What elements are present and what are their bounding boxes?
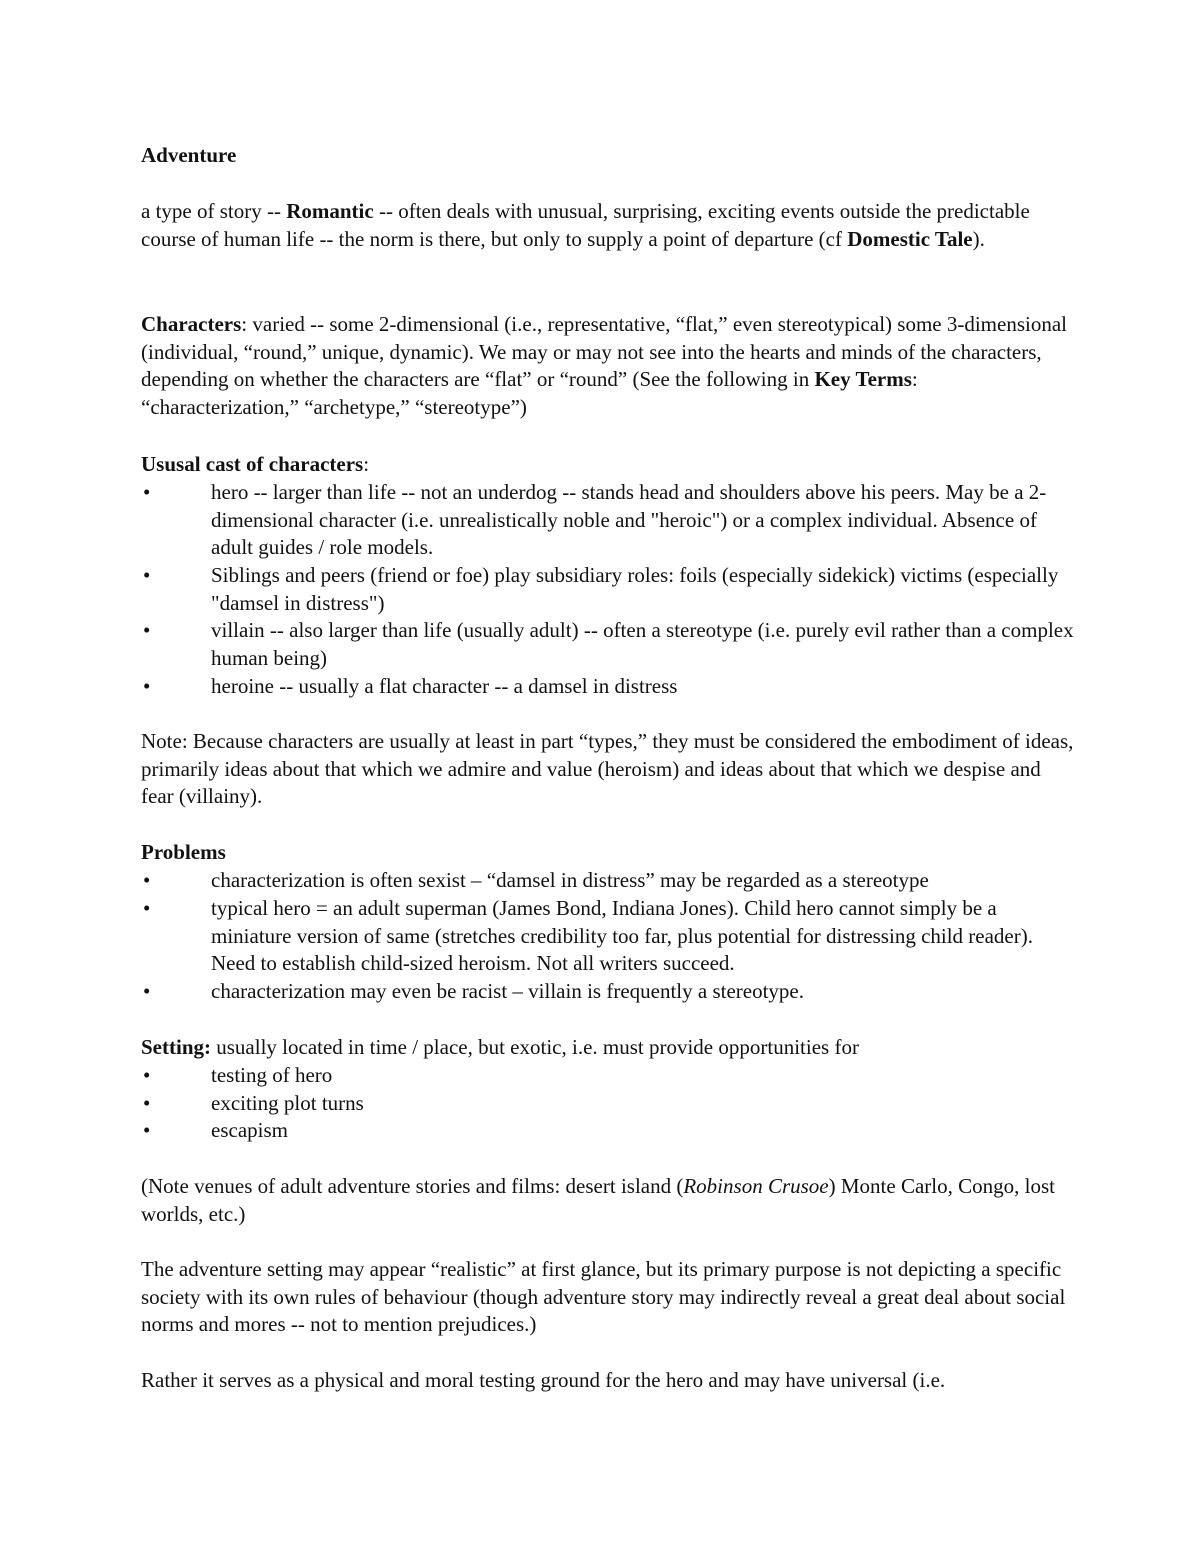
list-item: • hero -- larger than life -- not an underdog -- stands head and shoulders above his peers. May be a 2-dimensional character (i.e. unrealistically noble and "heroic") or a complex individual. Absence of adult guides / role models. — [143, 480, 1047, 560]
list-item: • characterization is often sexist – “damsel in distress” may be regarded as a stereotype — [143, 868, 929, 892]
list-item: • exciting plot turns — [143, 1091, 364, 1115]
list-item: • escapism — [143, 1118, 288, 1142]
venues-paragraph: (Note venues of adult adventure stories and films: desert island (Robinson Crusoe) Monte Carlo, Congo, lost worlds, etc.) — [141, 1174, 1055, 1226]
characters-paragraph: Characters: varied -- some 2-dimensional (i.e., representative, “flat,” even stereotypical) some 3-dimensional (individual, “round,” unique, dynamic). We may or may not see into the hearts and minds of the characters, depending on whether the characters are “flat” or “round” (See the following in Key Terms: “characterization,” “archetype,” “stereotype”) — [141, 312, 1067, 419]
list-item: • characterization may even be racist – villain is frequently a stereotype. — [143, 979, 804, 1003]
list-item: • villain -- also larger than life (usually adult) -- often a stereotype (i.e. purely evil rather than a complex human being) — [143, 618, 1074, 670]
list-item: • heroine -- usually a flat character -- a damsel in distress — [143, 674, 678, 698]
cast-heading: Ususal cast of characters: — [141, 452, 370, 476]
list-item: • typical hero = an adult superman (James Bond, Indiana Jones). Child hero cannot simply be a miniature version of same (stretches credibility too far, plus potential for distressing child reader). Need to establish child-sized heroism. Not all writers succeed. — [143, 896, 1033, 976]
realistic-paragraph: The adventure setting may appear “realistic” at first glance, but its primary purpose is not depicting a specific society with its own rules of behaviour (though adventure story may indirectly reveal a great deal about social norms and mores -- not to mention prejudices.) — [141, 1257, 1066, 1337]
list-item: • testing of hero — [143, 1063, 333, 1087]
page-title: Adventure — [141, 143, 237, 167]
intro-paragraph: a type of story -- Romantic -- often deals with unusual, surprising, exciting events outside the predictable course of human life -- the norm is there, but only to supply a point of departure (cf Domestic Tale). — [141, 199, 1030, 251]
setting-paragraph: Setting: usually located in time / place, but exotic, i.e. must provide opportunities for — [141, 1035, 859, 1059]
rather-paragraph: Rather it serves as a physical and moral testing ground for the hero and may have universal (i.e. — [141, 1368, 946, 1392]
problems-heading: Problems — [141, 840, 226, 864]
note-paragraph: Note: Because characters are usually at least in part “types,” they must be considered the embodiment of ideas, primarily ideas about that which we admire and value (heroism) and ideas about that which we despise and fear (villainy). — [141, 729, 1074, 809]
list-item: • Siblings and peers (friend or foe) play subsidiary roles: foils (especially sidekick) victims (especially "damsel in distress") — [143, 563, 1059, 615]
